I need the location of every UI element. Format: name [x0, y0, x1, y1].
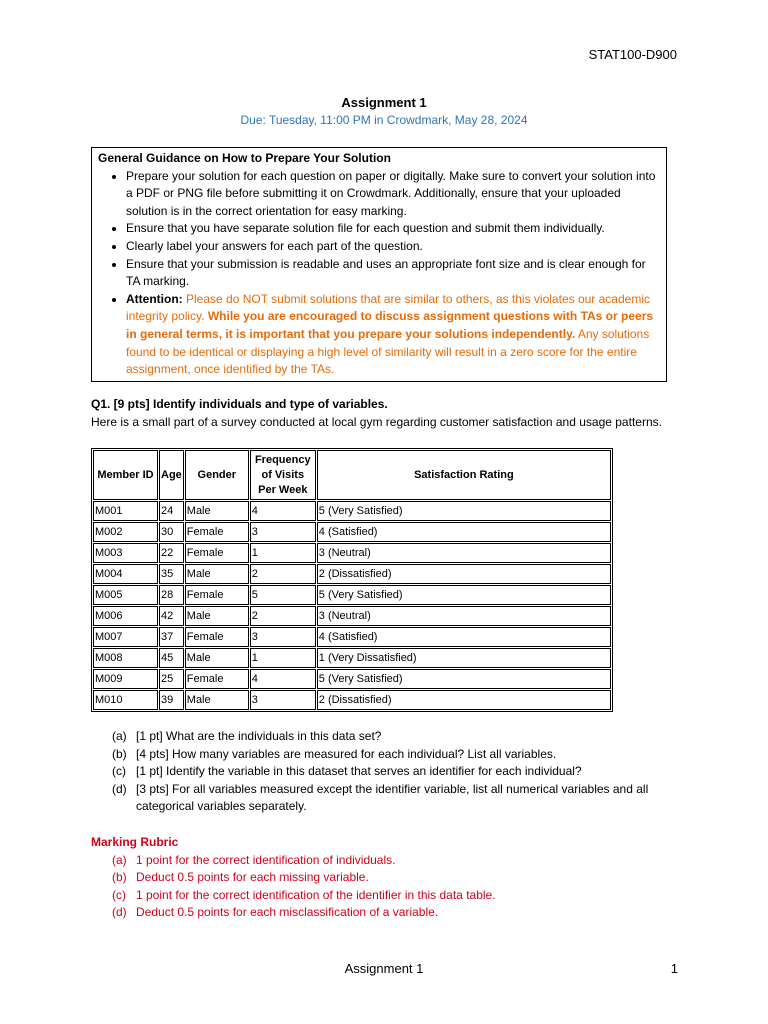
table-row	[93, 522, 611, 542]
table-cell: Male	[185, 564, 249, 584]
subquestion-text: [3 pts] For all variables measured except the identifier variable, list all numerical variables and all categorical variables separately.	[136, 781, 649, 813]
table-cell: M008	[93, 648, 158, 668]
table-row	[93, 669, 611, 689]
table-row	[93, 606, 611, 626]
table-cell: 24	[159, 501, 184, 521]
table-cell: 4	[250, 669, 316, 689]
guidance-title: General Guidance on How to Prepare Your Solution	[98, 151, 391, 165]
rubric-item	[91, 887, 681, 905]
subquestion	[112, 728, 682, 746]
survey-table	[91, 448, 613, 712]
attention-text-end: Any solutions found to be identical or displaying a high level of similarity will result in a zero score for the entire assignment, once identified by the TAs.	[126, 326, 650, 377]
rubric-item	[91, 904, 681, 922]
column-header: Age	[159, 450, 184, 500]
table-cell: 4 (Satisfied)	[317, 627, 611, 647]
column-header: Frequency of Visits Per Week	[250, 450, 316, 500]
table-cell: Male	[185, 648, 249, 668]
subquestion-text: [4 pts] How many variables are measured for each individual? List all variables.	[136, 746, 557, 761]
table-header-row	[93, 450, 611, 500]
column-header: Member ID	[93, 450, 158, 500]
table-cell: 2 (Dissatisfied)	[317, 564, 611, 584]
table-row	[93, 543, 611, 563]
subquestion-label: (b)	[112, 746, 127, 761]
table-cell: 25	[159, 669, 184, 689]
table-cell: 37	[159, 627, 184, 647]
table-cell: M004	[93, 564, 158, 584]
subquestion	[112, 763, 682, 781]
guidance-list	[98, 168, 660, 379]
table-cell: M002	[93, 522, 158, 542]
table-cell: Male	[185, 606, 249, 626]
table-cell: Female	[185, 627, 249, 647]
table-cell: Female	[185, 585, 249, 605]
footer-title: Assignment 1	[344, 961, 424, 976]
table-cell: 1	[250, 648, 316, 668]
guidance-item: • Clearly label your answers for each part of the question.	[126, 238, 660, 256]
table-cell: Female	[185, 669, 249, 689]
table-cell: 42	[159, 606, 184, 626]
question-1	[91, 396, 671, 431]
rubric-label: (c)	[112, 887, 126, 902]
rubric-text: Deduct 0.5 points for each misclassification of a variable.	[136, 905, 439, 919]
table-cell: 5 (Very Satisfied)	[317, 585, 611, 605]
attention-label: Attention:	[126, 291, 183, 306]
table-cell: 1 (Very Dissatisfied)	[317, 648, 611, 668]
table-cell: M010	[93, 690, 158, 710]
table-cell: 2	[250, 606, 316, 626]
guidance-box	[91, 147, 667, 382]
table-row	[93, 501, 611, 521]
table-cell: 4	[250, 501, 316, 521]
subquestion-label: (a)	[112, 729, 127, 743]
table-cell: 2 (Dissatisfied)	[317, 690, 611, 710]
table-row	[93, 564, 611, 584]
table-cell: 3 (Neutral)	[317, 606, 611, 626]
subquestion-list	[112, 728, 682, 816]
subquestion-text: [1 pt] What are the individuals in this data set?	[136, 729, 382, 743]
guidance-item: • Ensure that you have separate solution file for each question and submit them individually.	[126, 220, 660, 238]
table-cell: M003	[93, 543, 158, 563]
table-row	[93, 648, 611, 668]
rubric-label: (d)	[112, 905, 127, 919]
rubric-item	[91, 869, 681, 887]
subquestion	[112, 746, 682, 764]
table-cell: 28	[159, 585, 184, 605]
assignment-title: Assignment 1	[341, 95, 427, 110]
table-cell: M005	[93, 585, 158, 605]
page-number: 1	[670, 961, 678, 976]
table-cell: 5	[250, 585, 316, 605]
course-code: STAT100-D900	[588, 47, 677, 62]
table-cell: 30	[159, 522, 184, 542]
guidance-item: • Ensure that your submission is readable and uses an appropriate font size and is clear enough for TA marking.	[126, 256, 660, 291]
table-cell: 35	[159, 564, 184, 584]
guidance-item: • Prepare your solution for each question on paper or digitally. Make sure to convert your solution into a PDF or PNG file before submitting it on Crowdmark. Additionally, ensure that your uploaded solution is in the correct orientation for easy marking.	[126, 168, 660, 221]
subquestion	[112, 781, 682, 816]
table-cell: 1	[250, 543, 316, 563]
table-cell: 4 (Satisfied)	[317, 522, 611, 542]
table-cell: M001	[93, 501, 158, 521]
table-cell: M006	[93, 606, 158, 626]
table-cell: 3	[250, 627, 316, 647]
due-date: Due: Tuesday, 11:00 PM in Crowdmark, May 28, 2024	[240, 113, 528, 127]
table-cell: 3	[250, 690, 316, 710]
table-cell: Male	[185, 501, 249, 521]
rubric-label: (a)	[112, 852, 127, 867]
table-cell: Female	[185, 543, 249, 563]
rubric-text: 1 point for the correct identification of individuals.	[136, 852, 396, 867]
column-header: Satisfaction Rating	[317, 450, 611, 500]
table-row	[93, 690, 611, 710]
table-row	[93, 627, 611, 647]
rubric-text: 1 point for the correct identification of the identifier in this data table.	[136, 887, 496, 902]
table-cell: M007	[93, 627, 158, 647]
subquestion-label: (d)	[112, 781, 127, 796]
table-row	[93, 585, 611, 605]
rubric-text: Deduct 0.5 points for each missing variable.	[136, 870, 369, 884]
table-cell: 39	[159, 690, 184, 710]
question-title: Q1. [9 pts] Identify individuals and type of variables.	[91, 397, 388, 411]
subquestion-label: (c)	[112, 764, 126, 778]
subquestion-text: [1 pt] Identify the variable in this dataset that serves an identifier for each individual?	[136, 764, 582, 778]
table-cell: 2	[250, 564, 316, 584]
question-intro: Here is a small part of a survey conducted at local gym regarding customer satisfaction and usage patterns.	[91, 414, 662, 429]
table-cell: M009	[93, 669, 158, 689]
table-cell: 22	[159, 543, 184, 563]
table-cell: 3	[250, 522, 316, 542]
attention-text: Please do NOT submit solutions that are similar to others, as this violates our academic integrity policy.	[126, 291, 650, 324]
attention-bold-text: While you are encouraged to discuss assignment questions with TAs or peers in general terms, it is important that you prepare your solutions independently.	[126, 309, 654, 341]
table-cell: 5 (Very Satisfied)	[317, 669, 611, 689]
rubric-item	[91, 852, 681, 870]
rubric-label: (b)	[112, 870, 127, 884]
attention-item	[126, 291, 660, 379]
table-cell: 5 (Very Satisfied)	[317, 501, 611, 521]
table-cell: 45	[159, 648, 184, 668]
rubric-title: Marking Rubric	[91, 835, 179, 849]
table-cell: Male	[185, 690, 249, 710]
column-header: Gender	[185, 450, 249, 500]
marking-rubric	[91, 834, 681, 922]
table-cell: 3 (Neutral)	[317, 543, 611, 563]
table-cell: Female	[185, 522, 249, 542]
